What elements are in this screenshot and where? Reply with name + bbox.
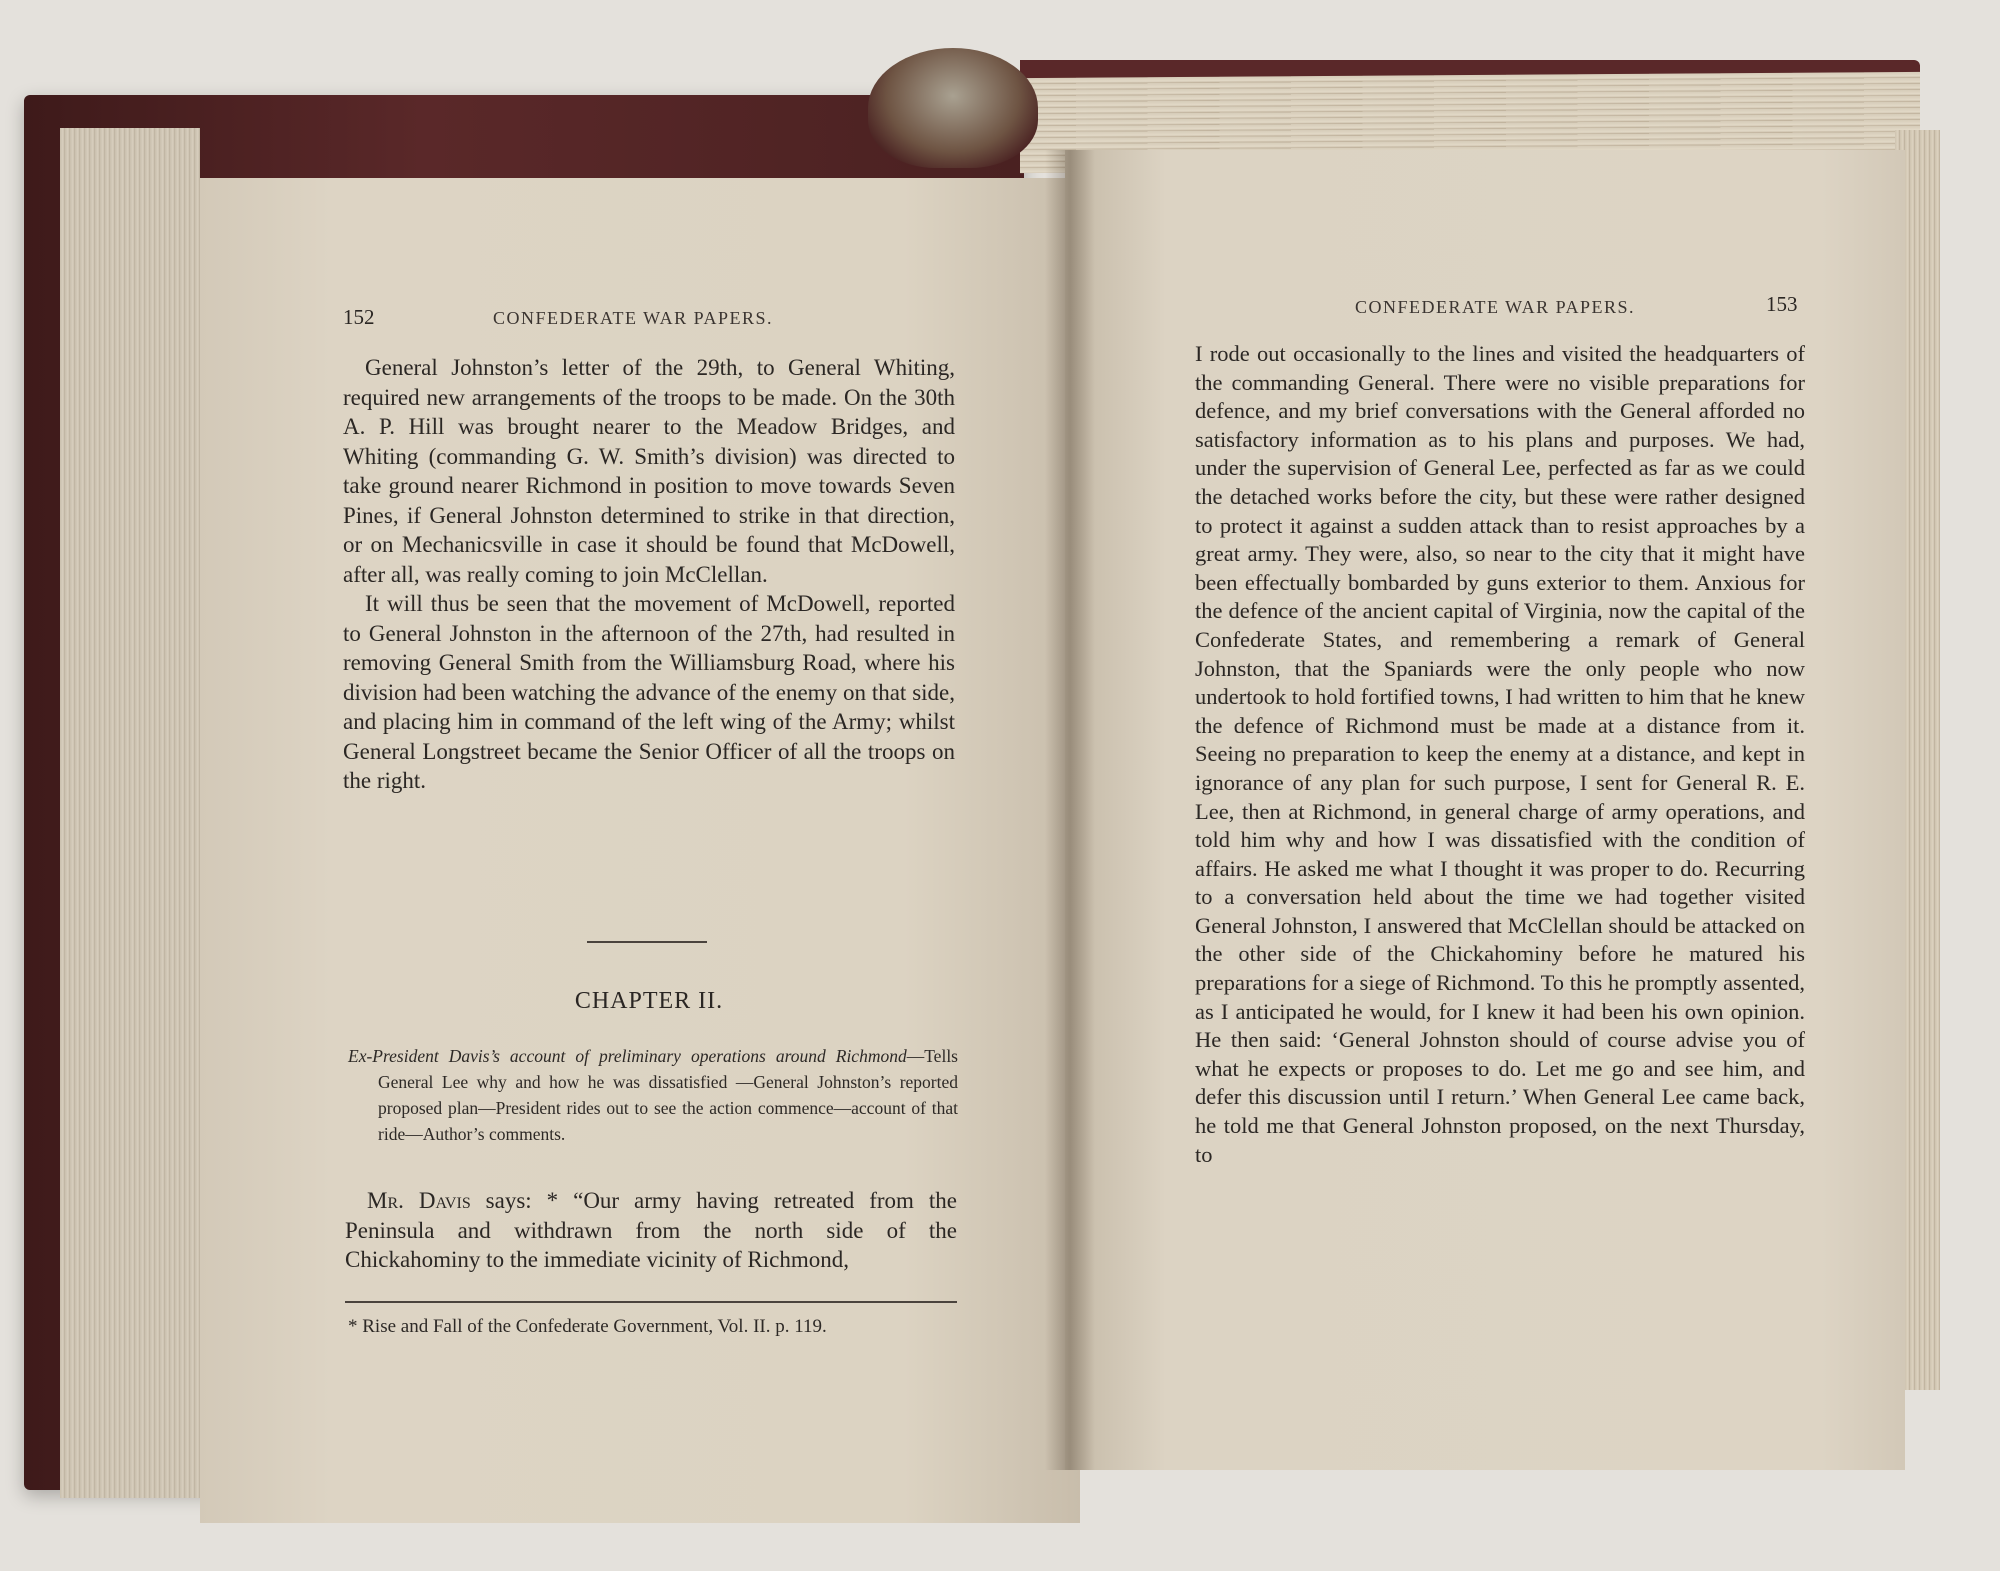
- chapter-summary-rest: —Tells General Lee why and how he was dissatisfied —General Johnston’s reported proposed plan—President rides out to see the action commence—account of that ride—Author’s comments.: [378, 1046, 958, 1144]
- right-page: [1065, 150, 1905, 1470]
- left-page-number: 152: [343, 305, 375, 329]
- left-quote-body: [345, 1186, 957, 1275]
- left-paragraph-1: General Johnston’s letter of the 29th, to General Whiting, required new arrangements of the troops to be made. On the 30th A. P. Hill was brought nearer to the Meadow Bridges, and Whiting (commanding G. W. Smith’s division) was directed to take ground nearer Richmond in position to move towards Seven Pines, if General Johnston determined to strike in that direction, or on Mechanicsville in case it should be found that McDowell, after all, was really coming to join McClellan.: [343, 355, 955, 587]
- book-gutter: [1045, 150, 1095, 1470]
- footnote-rule: [345, 1301, 957, 1303]
- left-body: [343, 353, 955, 796]
- right-running-head: CONFEDERATE WAR PAPERS.: [1355, 297, 1636, 317]
- quote-text: says: * “Our army having retreated from the Peninsula and withdrawn from the north side of the Chickahominy to the immediate vicinity of Richmond,: [345, 1188, 957, 1272]
- left-paragraph-2: It will thus be seen that the movement of McDowell, reported to General Johnston in the afternoon of the 27th, had resulted in removing General Smith from the Williamsburg Road, where his division had been watching the advance of the enemy on that side, and placing him in command of the left wing of the Army; whilst General Longstreet became the Senior Officer of all the troops on the right.: [343, 591, 955, 793]
- right-body: [1195, 340, 1805, 1169]
- chapter-title: CHAPTER II.: [574, 988, 724, 1014]
- page-edges-left: [60, 128, 200, 1498]
- chapter-summary-italic: Ex-President Davis’s account of preliminary operations around Richmond: [348, 1046, 907, 1066]
- section-divider: [587, 941, 707, 943]
- right-page-number: 153: [1766, 292, 1798, 316]
- right-paragraph-1: I rode out occasionally to the lines and visited the headquarters of the commanding General. There were no visible preparations for defence, and my brief conversations with the General afforded no satisfactory information as to his plans and purposes. We had, under the supervision of General Lee, perfected as far as we could the detached works before the city, but these were rather designed to protect it against a sudden attack than to resist approaches by a great army. They were, also, so near to the city that it might have been effectually bombarded by guns exterior to them. Anxious for the defence of the ancient capital of Virginia, now the capital of the Confederate States, and remembering a remark of General Johnston, that the Spaniards were the only people who now undertook to hold fortified towns, I had written to him that he knew the defence of Richmond must be made at a distance from it. Seeing no preparation to keep the enemy at a distance, and kept in ignorance of any plan for such purpose, I sent for General R. E. Lee, then at Richmond, in general charge of army operations, and told him why and how I was dissatisfied with the condition of affairs. He asked me what I thought it was proper to do. Recurring to a conversation held about the time we had together visited General Johnston, I answered that McClellan should be attacked on the other side of the Chickahominy before he matured his preparations for a siege of Richmond. To this he promptly assented, as I anticipated he would, for I knew it had been his own opinion. He then said: ‘General Johnston should of course advise you of what he expects or proposes to do. Let me go and see him, and defer this discussion until I return.’ When General Lee came back, he told me that General Johnston proposed, on the next Thursday, to: [1195, 341, 1805, 1167]
- chapter-summary: [348, 1043, 958, 1147]
- left-page: [200, 178, 1080, 1523]
- footnote: * Rise and Fall of the Confederate Government, Vol. II. p. 119.: [348, 1316, 827, 1337]
- book-spine-top: [868, 48, 1038, 168]
- left-paragraph-3: [345, 1186, 957, 1275]
- speaker-name: Mr. Davis: [367, 1188, 471, 1213]
- left-running-head: CONFEDERATE WAR PAPERS.: [493, 308, 774, 328]
